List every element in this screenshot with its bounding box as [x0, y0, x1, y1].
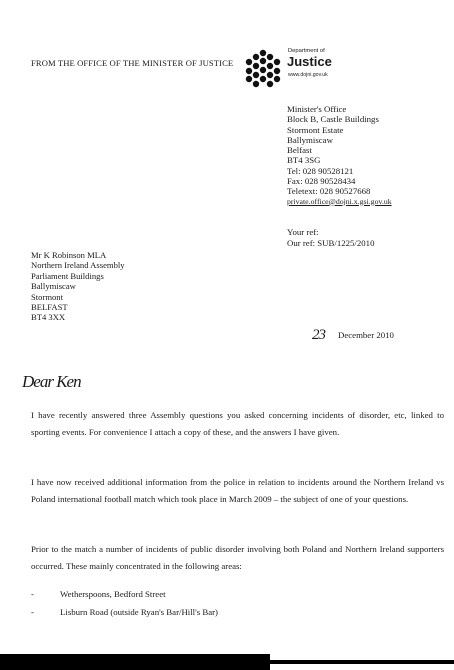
office-telephone: Tel: 028 90528121 [287, 165, 354, 176]
department-website: www.dojni.gov.uk [288, 72, 328, 78]
office-address-block [287, 104, 392, 207]
office-address-line: Belfast [287, 145, 312, 156]
scan-edge-bar [0, 654, 270, 670]
list-item [31, 585, 218, 603]
addressee-line: BELFAST [31, 302, 68, 313]
department-logo-icon [242, 48, 284, 90]
location-list [31, 585, 218, 621]
office-email-link[interactable]: private.office@dojni.x.gsi.gov.uk [287, 196, 392, 206]
office-address-line: Ballymiscaw [287, 134, 333, 145]
reference-block [287, 227, 374, 248]
your-ref: Your ref: [287, 227, 319, 237]
handwritten-salutation: Dear Ken [22, 372, 81, 391]
from-office-line: FROM THE OFFICE OF THE MINISTER OF JUSTICE [31, 58, 234, 68]
addressee-line: Parliament Buildings [31, 270, 104, 281]
office-address-line: Minister's Office [287, 104, 347, 114]
department-label: Department of [288, 48, 325, 54]
addressee-line: Ballymiscaw [31, 281, 76, 292]
list-item-text: Lisburn Road (outside Ryan's Bar/Hill's Bar) [60, 607, 218, 617]
addressee-line: Northern Ireland Assembly [31, 260, 125, 271]
list-item [31, 603, 218, 621]
bullet-dash: - [31, 589, 34, 599]
letter-date: December 2010 [338, 330, 394, 340]
scan-edge-line [270, 660, 454, 664]
office-teletext: Teletext: 028 90527668 [287, 186, 371, 197]
office-fax: Fax: 028 90528434 [287, 176, 356, 187]
our-ref: Our ref: SUB/1225/2010 [287, 237, 375, 248]
office-address-line: BT4 3SG [287, 155, 321, 166]
office-address-line: Block B, Castle Buildings [287, 114, 379, 125]
body-paragraph: I have now received additional information from the police in relation to incidents around the Northern Ireland vs Poland international football match which took place in March 2009 – the subject of one of your questions. [31, 477, 444, 504]
body-paragraph: Prior to the match a number of incidents of public disorder involving both Poland and Northern Ireland supporters occurred. These mainly concentrated in the following areas: [31, 544, 444, 571]
body-paragraph: I have recently answered three Assembly questions you asked concerning incidents of disorder, etc, linked to sporting events. For convenience I attach a copy of these, and the answers I have given. [31, 410, 444, 437]
list-item-text: Wetherspoons, Bedford Street [60, 589, 166, 599]
bullet-dash: - [31, 607, 34, 617]
department-name: Justice [287, 54, 332, 69]
handwritten-date-day: 23 [312, 327, 325, 343]
office-address-line: Stormont Estate [287, 124, 344, 135]
addressee-line: Mr K Robinson MLA [31, 250, 107, 260]
addressee-line: Stormont [31, 291, 63, 302]
addressee-line: BT4 3XX [31, 312, 66, 323]
addressee-block [31, 250, 125, 323]
